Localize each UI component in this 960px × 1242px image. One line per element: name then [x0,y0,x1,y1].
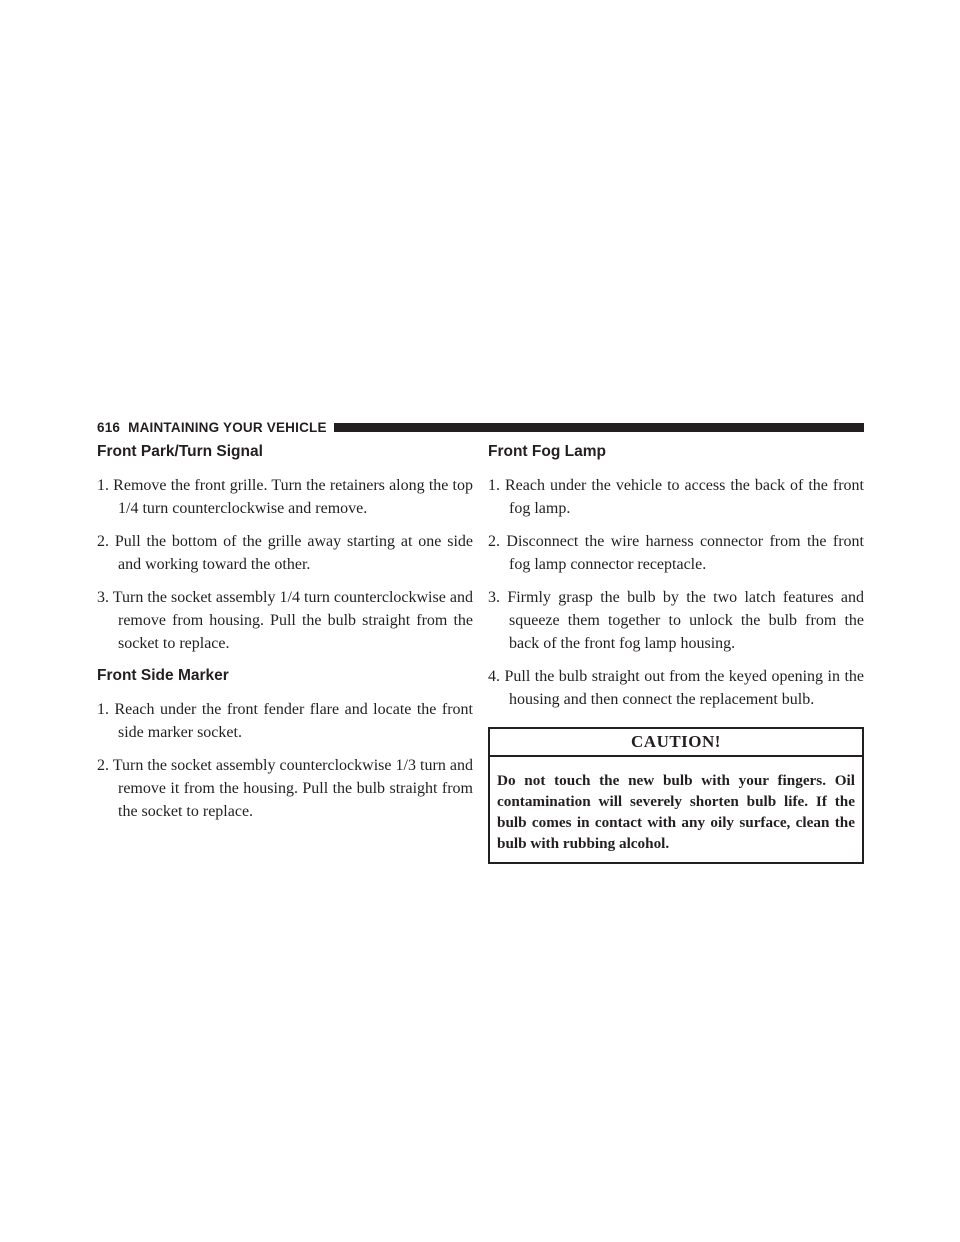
list-item: 2. Disconnect the wire harness connector from the front fog lamp connector receptacle. [488,533,864,573]
list-item: 4. Pull the bulb straight out from the keyed opening in the housing and then connect the replacement bulb. [488,668,864,708]
page-header [97,417,864,437]
header-rule [334,423,864,432]
caution-text: Do not touch the new bulb with your fingers. Oil contamination will severely shorten bulb life. If the bulb comes in contact with any oily surface, clean the bulb with rubbing alcohol. [497,772,855,852]
steps-front-fog-lamp [488,474,864,711]
list-item: 1. Reach under the front fender flare and locate the front side marker socket. [97,701,473,741]
caution-box [488,727,864,864]
list-item: 2. Pull the bottom of the grille away starting at one side and working toward the other. [97,533,473,573]
steps-front-side-marker [97,698,473,823]
page-number: 616 [97,419,121,435]
section-title: MAINTAINING YOUR VEHICLE [128,419,327,435]
list-item: 1. Reach under the vehicle to access the back of the front fog lamp. [488,477,864,517]
steps-front-park-turn-signal [97,474,473,655]
right-column [488,442,864,864]
list-item: 2. Turn the socket assembly counterclockwise 1/3 turn and remove it from the housing. Pull the bulb straight from the socket to replace. [97,757,473,820]
left-column [97,442,473,833]
heading-front-side-marker: Front Side Marker [97,667,229,684]
heading-front-park-turn-signal: Front Park/Turn Signal [97,443,263,460]
list-item: 3. Firmly grasp the bulb by the two latch features and squeeze them together to unlock the bulb from the back of the front fog lamp housing. [488,589,864,652]
list-item: 1. Remove the front grille. Turn the retainers along the top 1/4 turn counterclockwise and remove. [97,477,473,517]
list-item: 3. Turn the socket assembly 1/4 turn counterclockwise and remove from housing. Pull the bulb straight from the socket to replace. [97,589,473,652]
caution-title: CAUTION! [490,729,862,757]
heading-front-fog-lamp: Front Fog Lamp [488,443,606,460]
